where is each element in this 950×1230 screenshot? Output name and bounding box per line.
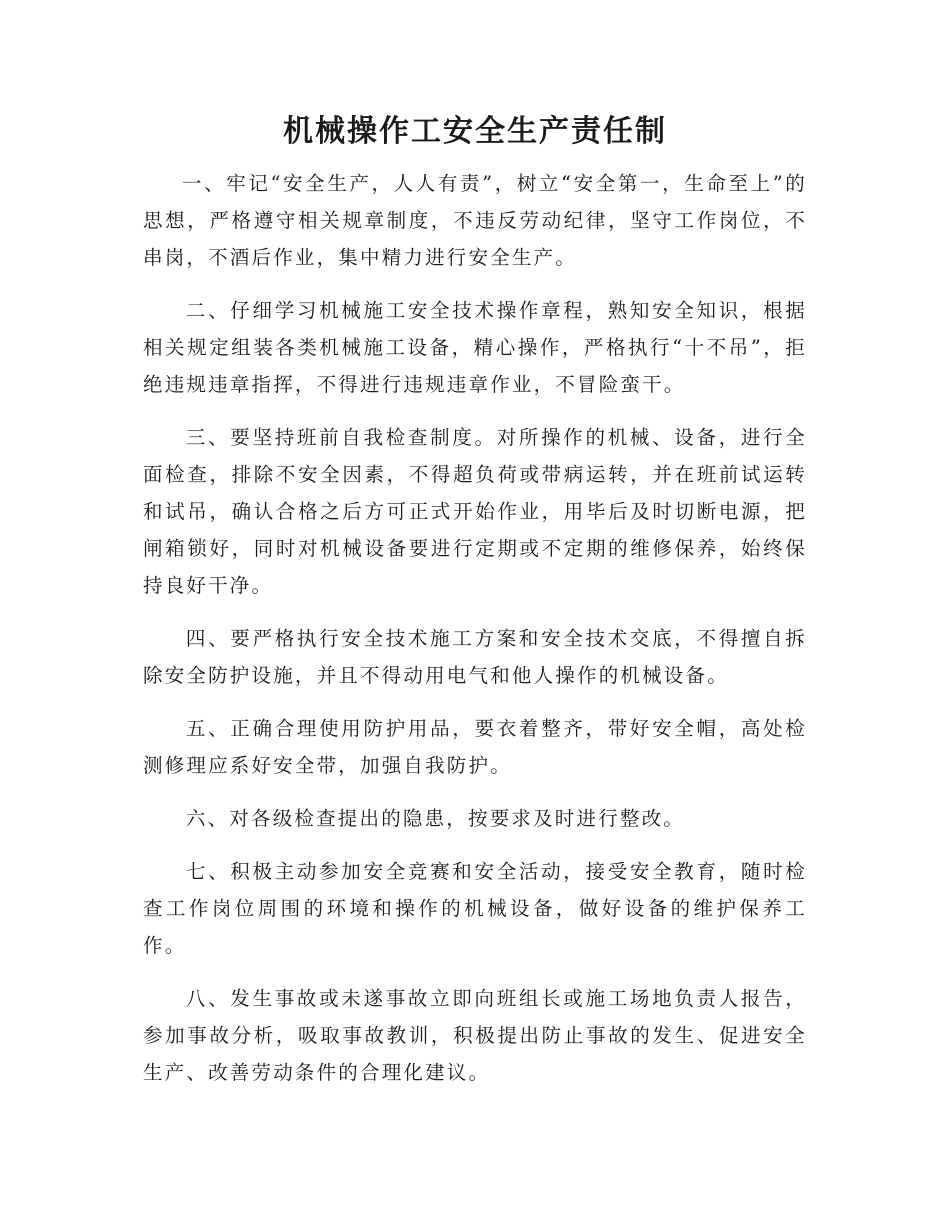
paragraph-7: 七、积极主动参加安全竞赛和安全活动，接受安全教育，随时检查工作岗位周围的环境和操作的机械设备，做好设备的维护保养工作。 xyxy=(143,860,807,957)
document-body xyxy=(143,165,807,1107)
paragraph-5: 五、正确合理使用防护用品，要衣着整齐，带好安全帽，高处检测修理应系好安全带，加强自我防护。 xyxy=(143,717,807,777)
paragraph-6: 六、对各级检查提出的隐患，按要求及时进行整改。 xyxy=(185,807,685,830)
paragraph-3: 三、要坚持班前自我检查制度。对所操作的机械、设备，进行全面检查，排除不安全因素，不得超负荷或带病运转，并在班前试运转和试吊，确认合格之后方可正式开始作业，用毕后及时切断电源，把闸箱锁好，同时对机械设备要进行定期或不定期的维修保养，始终保持良好干净。 xyxy=(143,426,807,597)
paragraph-1: 一、牢记“安全生产，人人有责”，树立“安全第一，生命至上”的思想，严格遵守相关规章制度，不违反劳动纪律，坚守工作岗位，不串岗，不酒后作业，集中精力进行安全生产。 xyxy=(143,172,807,269)
document-title: 机械操作工安全生产责任制 xyxy=(283,114,667,149)
paragraph-2: 二、仔细学习机械施工安全技术操作章程，熟知安全知识，根据相关规定组装各类机械施工设备，精心操作，严格执行“十不吊”，拒绝违规违章指挥，不得进行违规违章作业，不冒险蛮干。 xyxy=(143,299,807,396)
paragraph-8: 八、发生事故或未遂事故立即向班组长或施工场地负责人报告，参加事故分析，吸取事故教训，积极提出防止事故的发生、促进安全生产、改善劳动条件的合理化建议。 xyxy=(143,987,807,1084)
paragraph-4: 四、要严格执行安全技术施工方案和安全技术交底，不得擅自拆除安全防护设施，并且不得动用电气和他人操作的机械设备。 xyxy=(143,627,807,687)
